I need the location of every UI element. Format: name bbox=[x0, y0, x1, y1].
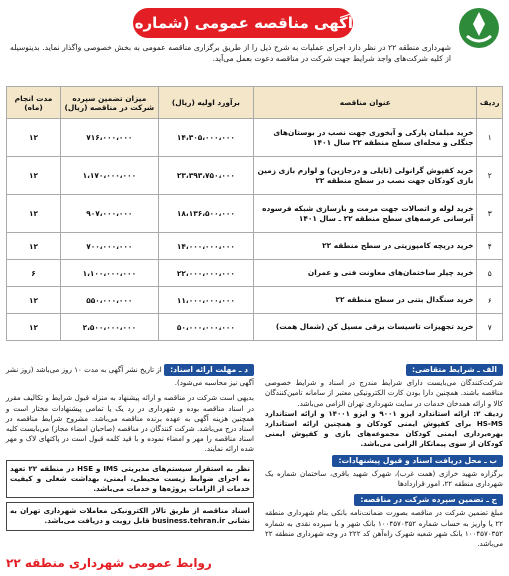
row-number: ۴ bbox=[477, 233, 503, 260]
section-a bbox=[265, 364, 503, 450]
table-row bbox=[7, 287, 503, 314]
row-deposit: ۹۰۷،۰۰۰،۰۰۰ bbox=[61, 195, 159, 233]
col-deposit: میزان تضمین سپرده شرکت در مناقصه (ریال) bbox=[61, 87, 159, 119]
section-b bbox=[265, 455, 503, 490]
row-duration: ۱۲ bbox=[7, 119, 61, 157]
section-c-heading: ج ـ تضمین سپرده شرکت در مناقصه: bbox=[354, 494, 503, 506]
row-title: خرید دریچه کامپوزیتی در سطح منطقه ۲۲ bbox=[254, 233, 477, 260]
row-duration: ۱۲ bbox=[7, 233, 61, 260]
row-title: خرید مبلمان پارکی و آبخوری جهت نصب در بوستان‌های جنگلی و محله‌ای سطح منطقه ۲۲ سال ۱۴۰۱ bbox=[254, 119, 477, 157]
row-title: خرید چیلر ساختمان‌های معاونت فنی و عمران bbox=[254, 260, 477, 287]
ad-intro: شهرداری منطقه ۲۲ در نظر دارد اجرای عملیات به شرح ذیل را از طریق برگزاری مناقصه عمومی به بخش خصوصی واگذار نماید. بدینوسیله از کلیه شرکت‌های واجد شرایط جهت شرکت در مناقصه دعوت بعمل می‌آید. bbox=[10, 43, 452, 63]
col-estimate: برآورد اولیه (ریال) bbox=[158, 87, 254, 119]
section-a-heading: الف ـ شرایط متقاضی: bbox=[406, 364, 503, 376]
row-deposit: ۷۱۶،۰۰۰،۰۰۰ bbox=[61, 119, 159, 157]
business-site-notice: اسناد مناقصه از طریق تالار الکترونیکی معاملات شهرداری تهران به نشانی business.tehran.ir قابل رویت و دریافت می‌باشد. bbox=[6, 502, 254, 530]
row-title: خرید کفپوش گرانولی (تایلی و درجازین) و لوازم بازی زمین بازی کودکان جهت نصب در سطح منطقه ۲۲ bbox=[254, 157, 477, 195]
row-title: خرید تجهیزات تاسیسات برقی مسیل کن (شمال همت) bbox=[254, 314, 477, 341]
public-relations-signature: روابط عمومی شهرداری منطقه ۲۲ bbox=[6, 556, 212, 570]
col-duration: مدت انجام (ماه) bbox=[7, 87, 61, 119]
row-estimate: ۱۴،۳۰۵،۰۰۰،۰۰۰ bbox=[158, 119, 254, 157]
table-row bbox=[7, 119, 503, 157]
row-title: خرید سنگدال بتنی در سطح منطقه ۲۲ bbox=[254, 287, 477, 314]
row-number: ۳ bbox=[477, 195, 503, 233]
row-deposit: ۵۵۰،۰۰۰،۰۰۰ bbox=[61, 287, 159, 314]
row-duration: ۱۲ bbox=[7, 314, 61, 341]
table-row bbox=[7, 233, 503, 260]
row-number: ۶ bbox=[477, 287, 503, 314]
row-title: خرید لوله و اتصالات جهت مرمت و بازسازی شبکه فرسوده آبرسانی عرصه‌های سطح منطقه ۲۲ ـ سال ۱۴۰۱ bbox=[254, 195, 477, 233]
ad-header bbox=[6, 4, 503, 63]
row-number: ۲ bbox=[477, 157, 503, 195]
row-deposit: ۷۰۰،۰۰۰،۰۰۰ bbox=[61, 233, 159, 260]
row-duration: ۱۲ bbox=[7, 195, 61, 233]
row-duration: ۱۲ bbox=[7, 157, 61, 195]
row-number: ۷ bbox=[477, 314, 503, 341]
general-terms: بدیهی است شرکت در مناقصه و ارائه پیشنهاد به منزله قبول شرایط و تکالیف مقرر در اسناد مناقصه بوده و شهرداری در رد یک یا تمامی پیشنهادات مختار است و همچنین هزینه آگهی به عهده برنده مناقصه می‌باشد. مشروح شرایط مناقصه در اسناد درج می‌باشد. شرکت کنندگان در مناقصه (صاحبان امضاء مجاز) می‌بایست کلیه اسناد مناقصه را مهر و امضاء نموده و با قید کلمه قبول است در پاکتهای لاک و مهر شده ارائه نمایند. bbox=[6, 393, 254, 454]
row-deposit: ۱،۱۰۰،۰۰۰،۰۰۰ bbox=[61, 260, 159, 287]
section-b-text: برگزاره شهید خرازی (همت غرب)، شهرک شهید باقری، ساختمان شماره یک شهرداری منطقه ۲۲، امور قراردادها bbox=[265, 468, 503, 489]
section-d-heading: د ـ مهلت ارائه اسناد: bbox=[164, 364, 254, 376]
section-d-text: از تاریخ نشر آگهی به مدت ۱۰ روز می‌باشد (روز نشر آگهی نیز محاسبه می‌شود). bbox=[6, 365, 254, 388]
conditions-right-column bbox=[265, 364, 503, 554]
conditions-area bbox=[6, 364, 503, 570]
row-duration: ۱۲ bbox=[7, 287, 61, 314]
row-estimate: ۲۲،۰۰۰،۰۰۰،۰۰۰ bbox=[158, 260, 254, 287]
row-estimate: ۱۱،۰۰۰،۰۰۰،۰۰۰ bbox=[158, 287, 254, 314]
table-row bbox=[7, 157, 503, 195]
section-a-note: ردیف ۲: ارائه استاندارد ایزو ۹۰۰۱ و ایزو ۱۴۰۰۱ و ارائه استاندارد HS-MS برای کفپوش ایمنی کودکان و همچنین ارائه استاندارد بهره‌برداری ایمنی کودکان مجموعه‌های بازی و کفپوش ایمنی کودکان از سوی پیمانکار الزامی می‌باشد. bbox=[265, 408, 503, 449]
conditions-left-column bbox=[6, 364, 254, 531]
tender-table bbox=[6, 86, 503, 341]
municipality-logo-icon bbox=[457, 6, 501, 50]
row-estimate: ۲۳،۳۹۳،۷۵۰،۰۰۰ bbox=[158, 157, 254, 195]
table-header-row bbox=[7, 87, 503, 119]
section-c-text: مبلغ تضمین شرکت در مناقصه بصورت ضمانت‌نامه بانکی بنام شهرداری منطقه ۲۲ یا واریز به حساب شماره ۱۰۰۴۵۷۰۳۵۲ بانک شهر و یا سپرده نقدی به شماره ۱۰۰۴۵۷۰۳۵۲ بانک شهر شعبه شهرک راه‌آهن کد ۲۲۲ در وجه شهرداری منطقه ۲۲ می‌باشد. bbox=[265, 508, 503, 549]
hse-notice: نظر به استقرار سیستم‌های مدیریتی IMS و HSE در منطقه ۲۲ تعهد به اجرای ضوابط زیست محیطی، ایمنی، بهداشت شغلی و کیفیت خدمات از الزامات پروژه‌ها و خدمات می‌باشد. bbox=[6, 460, 254, 499]
col-row: ردیف bbox=[477, 87, 503, 119]
row-number: ۱ bbox=[477, 119, 503, 157]
table-row bbox=[7, 260, 503, 287]
col-title: عنوان مناقصه bbox=[254, 87, 477, 119]
table-row bbox=[7, 195, 503, 233]
row-number: ۵ bbox=[477, 260, 503, 287]
row-estimate: ۱۴،۰۰۰،۰۰۰،۰۰۰ bbox=[158, 233, 254, 260]
row-duration: ۶ bbox=[7, 260, 61, 287]
section-c bbox=[265, 494, 503, 549]
table-row bbox=[7, 314, 503, 341]
section-d bbox=[6, 364, 254, 388]
row-deposit: ۲،۵۰۰،۰۰۰،۰۰۰ bbox=[61, 314, 159, 341]
section-b-heading: ب ـ محل دریافت اسناد و قبول پیشنهادات: bbox=[332, 455, 503, 467]
row-estimate: ۱۸،۱۳۶،۵۰۰،۰۰۰ bbox=[158, 195, 254, 233]
section-a-text: شرکت‌کنندگان می‌بایست دارای شرایط مندرج در اسناد و شرایط خصوصی مناقصه باشند. همچنین دارا بودن کارت الکترونیکی معتبر از سامانه تامین‌کنندگان کالا و ارائه همدخان خدمات در سایت شهرداری تهران الزامی می‌باشد. bbox=[265, 378, 503, 408]
row-deposit: ۱،۱۷۰،۰۰۰،۰۰۰ bbox=[61, 157, 159, 195]
ad-title: آگهی مناقصه عمومی (شماره ۲۱-۱۴۰۱) bbox=[133, 8, 353, 38]
row-estimate: ۵۰،۰۰۰،۰۰۰،۰۰۰ bbox=[158, 314, 254, 341]
